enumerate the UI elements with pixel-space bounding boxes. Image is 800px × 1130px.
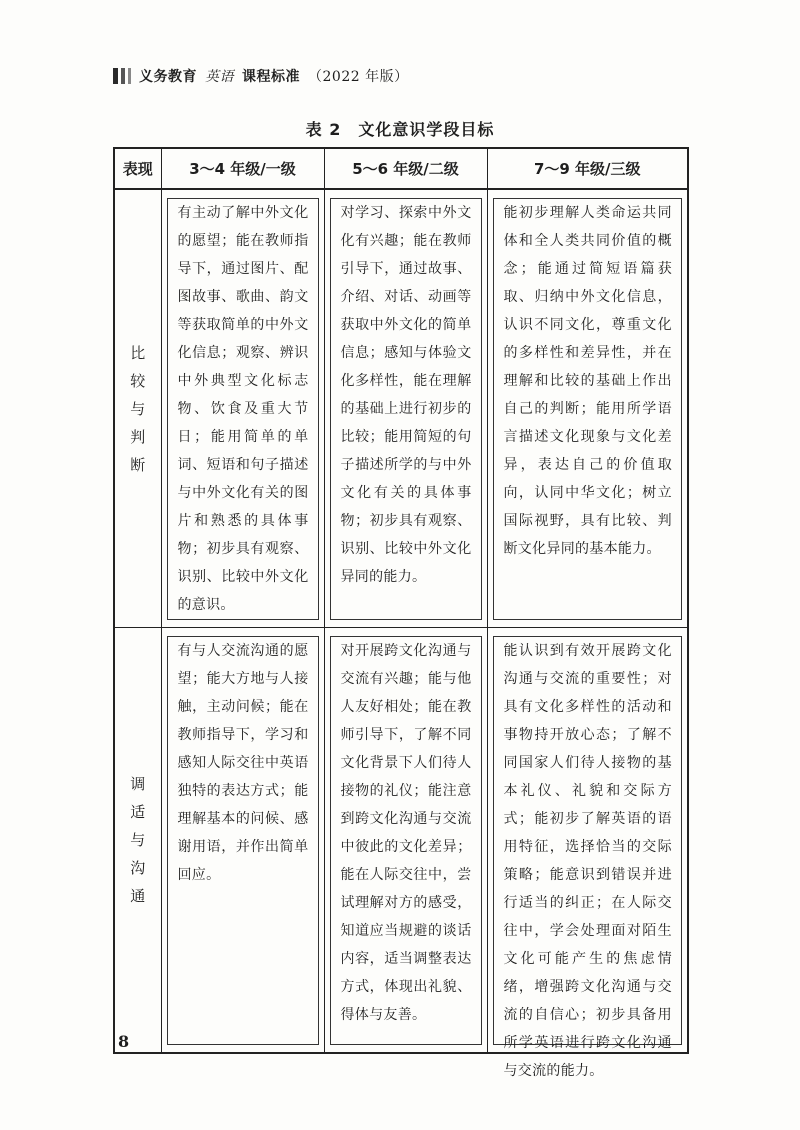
table-row [114, 189, 688, 628]
table-cell [324, 189, 487, 628]
cell-text: 能认识到有效开展跨文化沟通与交流的重要性；对具有文化多样性的活动和事物持开放心态；了解不同国家人们待人接物的基本礼仪、礼貌和交际方式；能初步了解英语的语用特征，选择恰当的交际策略；能意识到错误并进行适当的纠正；在人际交往中，学会处理面对陌生文化可能产生的焦虑情绪，增强跨文化沟通与交流的自信心；初步具备用所学英语进行跨文化沟通与交流的能力。 [493, 636, 683, 1045]
header-level-3: 7～9 年级/三级 [487, 148, 688, 189]
header-level-2: 5～6 年级/二级 [324, 148, 487, 189]
culture-awareness-table [113, 147, 689, 1079]
header-subject: 英语 [205, 69, 234, 85]
cell-text: 对学习、探索中外文化有兴趣；能在教师引导下，通过故事、介绍、对话、动画等获取中外文化的简单信息；感知与体验文化多样性，能在理解的基础上进行初步的比较；能用简短的句子描述所学的与中外文化有关的具体事物；初步具有观察、识别、比较中外文化异同的能力。 [330, 198, 482, 620]
cell-text: 有与人交流沟通的愿望；能大方地与人接触，主动问候；能在教师指导下，学习和感知人际交往中英语独特的表达方式；能理解基本的问候、感谢用语，并作出简单回应。 [167, 636, 319, 1045]
header-level-1: 3～4 年级/一级 [161, 148, 324, 189]
row-label-text: 调适与沟通 [130, 775, 146, 905]
row-label-compare-judge [114, 189, 161, 628]
row-label-text: 比较与判断 [130, 343, 146, 474]
cell-text: 有主动了解中外文化的愿望；能在教师指导下，通过图片、配图故事、歌曲、韵文等获取简单的中外文化信息；观察、辨识中外典型文化标志物、饮食及重大节日；能用简单的单词、短语和句子描述与中外文化有关的图片和熟悉的具体事物；初步具有观察、识别、比较中外文化的意识。 [167, 198, 319, 620]
row-label-adapt-communicate [114, 628, 161, 1054]
header-edition: （2022 年版） [308, 69, 409, 85]
header-doc-title: 课程标准 [242, 69, 300, 85]
table-cell [324, 628, 487, 1054]
table-caption: 表 2 文化意识学段目标 [305, 120, 495, 139]
cell-text: 对开展跨文化沟通与交流有兴趣；能与他人友好相处；能在教师引导下，了解不同文化背景下人们待人接物的礼仪；能注意到跨文化沟通与交流中彼此的文化差异；能在人际交往中，尝试理解对方的感受，知道应当规避的谈话内容，适当调整表达方式，体现出礼貌、得体与友善。 [330, 636, 482, 1045]
header-bar-marks [113, 68, 131, 84]
page-number: 8 [118, 1032, 130, 1051]
table-cell [487, 628, 688, 1079]
table-row [114, 628, 688, 1054]
table-cell [161, 189, 324, 628]
running-head [113, 66, 417, 86]
header-book-series: 义务教育 [139, 69, 197, 85]
header-performance: 表现 [114, 148, 161, 189]
table-cell [487, 189, 688, 628]
table-header-row [114, 148, 688, 189]
table-cell [161, 628, 324, 1054]
cell-text: 能初步理解人类命运共同体和全人类共同价值的概念；能通过简短语篇获取、归纳中外文化信息，认识不同文化，尊重文化的多样性和差异性，并在理解和比较的基础上作出自己的判断；能用所学语言描述文化现象与文化差异，表达自己的价值取向，认同中华文化；树立国际视野，具有比较、判断文化异同的基本能力。 [493, 198, 683, 620]
